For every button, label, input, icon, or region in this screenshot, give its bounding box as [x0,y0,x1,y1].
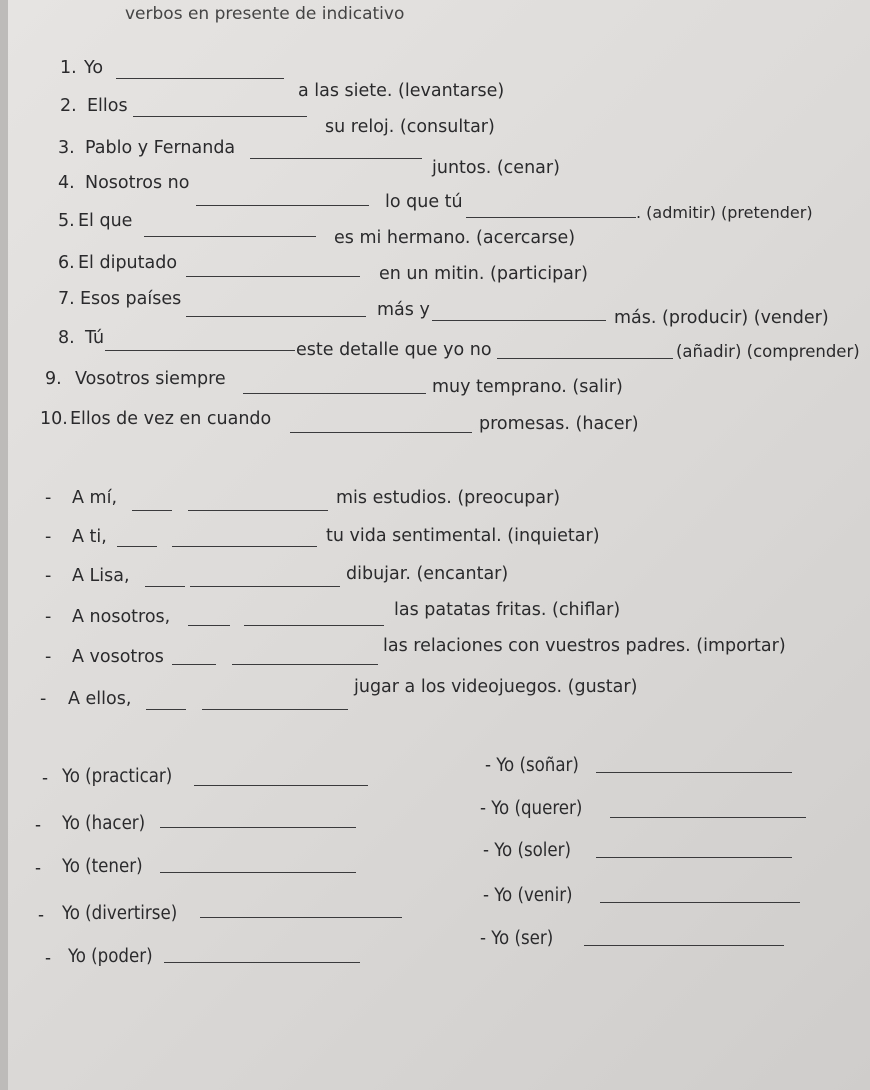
pronoun-blank[interactable] [145,586,185,587]
bullet-dash: - [45,948,52,969]
verb-prompt: Yo (divertirse) [62,903,178,924]
item-middle: este detalle que yo no [296,340,492,360]
page-edge-shadow [0,0,8,1090]
item-subject: Nosotros no [85,173,190,193]
answer-blank[interactable] [250,158,422,159]
item-number: 9. [45,369,62,389]
bullet-dash: - [35,815,42,836]
item-subject: Vosotros siempre [75,369,226,389]
item-subject: Esos países [80,289,182,309]
verb-prompt: Yo (tener) [62,856,143,877]
item-rest: las patatas fritas. (chiflar) [394,600,621,620]
worksheet-title: verbos en presente de indicativo [125,4,405,24]
pronoun-blank[interactable] [146,709,186,710]
item-subject: Tú [85,328,105,348]
answer-blank[interactable] [200,917,402,918]
answer-blank[interactable] [202,709,348,710]
item-rest: es mi hermano. (acercarse) [334,228,576,248]
answer-blank[interactable] [600,902,800,903]
answer-blank[interactable] [244,625,384,626]
item-number: 3. [58,138,75,158]
item-subject: A vosotros [72,647,164,667]
bullet-dash: - [38,905,45,926]
answer-blank[interactable] [186,316,366,317]
item-rest: mis estudios. (preocupar) [336,488,561,508]
answer-blank[interactable] [144,236,316,237]
item-subject: El que [78,211,133,231]
answer-blank[interactable] [105,350,295,351]
verb-prompt: Yo (practicar) [62,766,173,787]
item-rest: (añadir) (comprender) [676,342,860,361]
item-rest: promesas. (hacer) [479,414,639,434]
item-number: 2. [60,96,77,116]
bullet-dash: - [45,647,52,667]
answer-blank[interactable] [172,546,317,547]
answer-blank[interactable] [243,393,426,394]
verb-prompt: Yo (poder) [68,946,153,967]
item-number: 10. [40,409,68,429]
answer-blank[interactable] [497,358,673,359]
item-rest: su reloj. (consultar) [325,117,495,137]
answer-blank[interactable] [160,872,356,873]
bullet-dash: - [40,689,47,709]
answer-blank[interactable] [432,320,606,321]
item-middle: más y [377,300,430,320]
answer-blank[interactable] [610,817,806,818]
answer-blank[interactable] [116,78,284,79]
answer-blank[interactable] [190,586,340,587]
answer-blank[interactable] [290,432,472,433]
answer-blank[interactable] [188,510,328,511]
verb-prompt: - Yo (querer) [480,798,583,819]
item-rest: juntos. (cenar) [432,158,560,178]
bullet-dash: - [42,768,49,789]
item-subject: A nosotros, [72,607,171,627]
answer-blank[interactable] [164,962,360,963]
pronoun-blank[interactable] [172,664,216,665]
item-number: 5. [58,211,75,231]
item-number: 8. [58,328,75,348]
answer-blank[interactable] [160,827,356,828]
item-rest: las relaciones con vuestros padres. (importar) [383,636,786,656]
bullet-dash: - [45,566,52,586]
item-number: 6. [58,253,75,273]
item-number: 4. [58,173,75,193]
verb-prompt: - Yo (venir) [483,885,573,906]
pronoun-blank[interactable] [117,546,157,547]
answer-blank[interactable] [596,857,792,858]
bullet-dash: - [45,527,52,547]
item-subject: A mí, [72,488,118,508]
item-rest: a las siete. (levantarse) [298,81,505,101]
item-rest: en un mitin. (participar) [379,264,588,284]
item-middle: lo que tú [385,192,463,212]
item-number: 7. [58,289,75,309]
pronoun-blank[interactable] [132,510,172,511]
item-subject: A ti, [72,527,107,547]
item-rest: . (admitir) (pretender) [636,203,813,222]
bullet-dash: - [45,488,52,508]
answer-blank[interactable] [584,945,784,946]
item-subject: A ellos, [68,689,132,709]
pronoun-blank[interactable] [188,625,230,626]
verb-prompt: - Yo (soler) [483,840,572,861]
bullet-dash: - [45,607,52,627]
answer-blank[interactable] [194,785,368,786]
answer-blank[interactable] [196,205,369,206]
item-rest: muy temprano. (salir) [432,377,623,397]
answer-blank[interactable] [466,217,636,218]
item-subject: Ellos de vez en cuando [70,409,272,429]
item-rest: dibujar. (encantar) [346,564,509,584]
verb-prompt: - Yo (soñar) [485,755,579,776]
answer-blank[interactable] [232,664,378,665]
item-subject: Pablo y Fernanda [85,138,236,158]
item-subject: Yo [84,58,104,78]
item-rest: más. (producir) (vender) [614,308,829,328]
answer-blank[interactable] [133,116,307,117]
item-rest: tu vida sentimental. (inquietar) [326,526,600,546]
item-number: 1. [60,58,77,78]
item-rest: jugar a los videojuegos. (gustar) [354,677,638,697]
verb-prompt: - Yo (ser) [480,928,554,949]
answer-blank[interactable] [186,276,360,277]
verb-prompt: Yo (hacer) [62,813,146,834]
item-subject: El diputado [78,253,178,273]
answer-blank[interactable] [596,772,792,773]
bullet-dash: - [35,858,42,879]
item-subject: A Lisa, [72,566,130,586]
item-subject: Ellos [87,96,128,116]
